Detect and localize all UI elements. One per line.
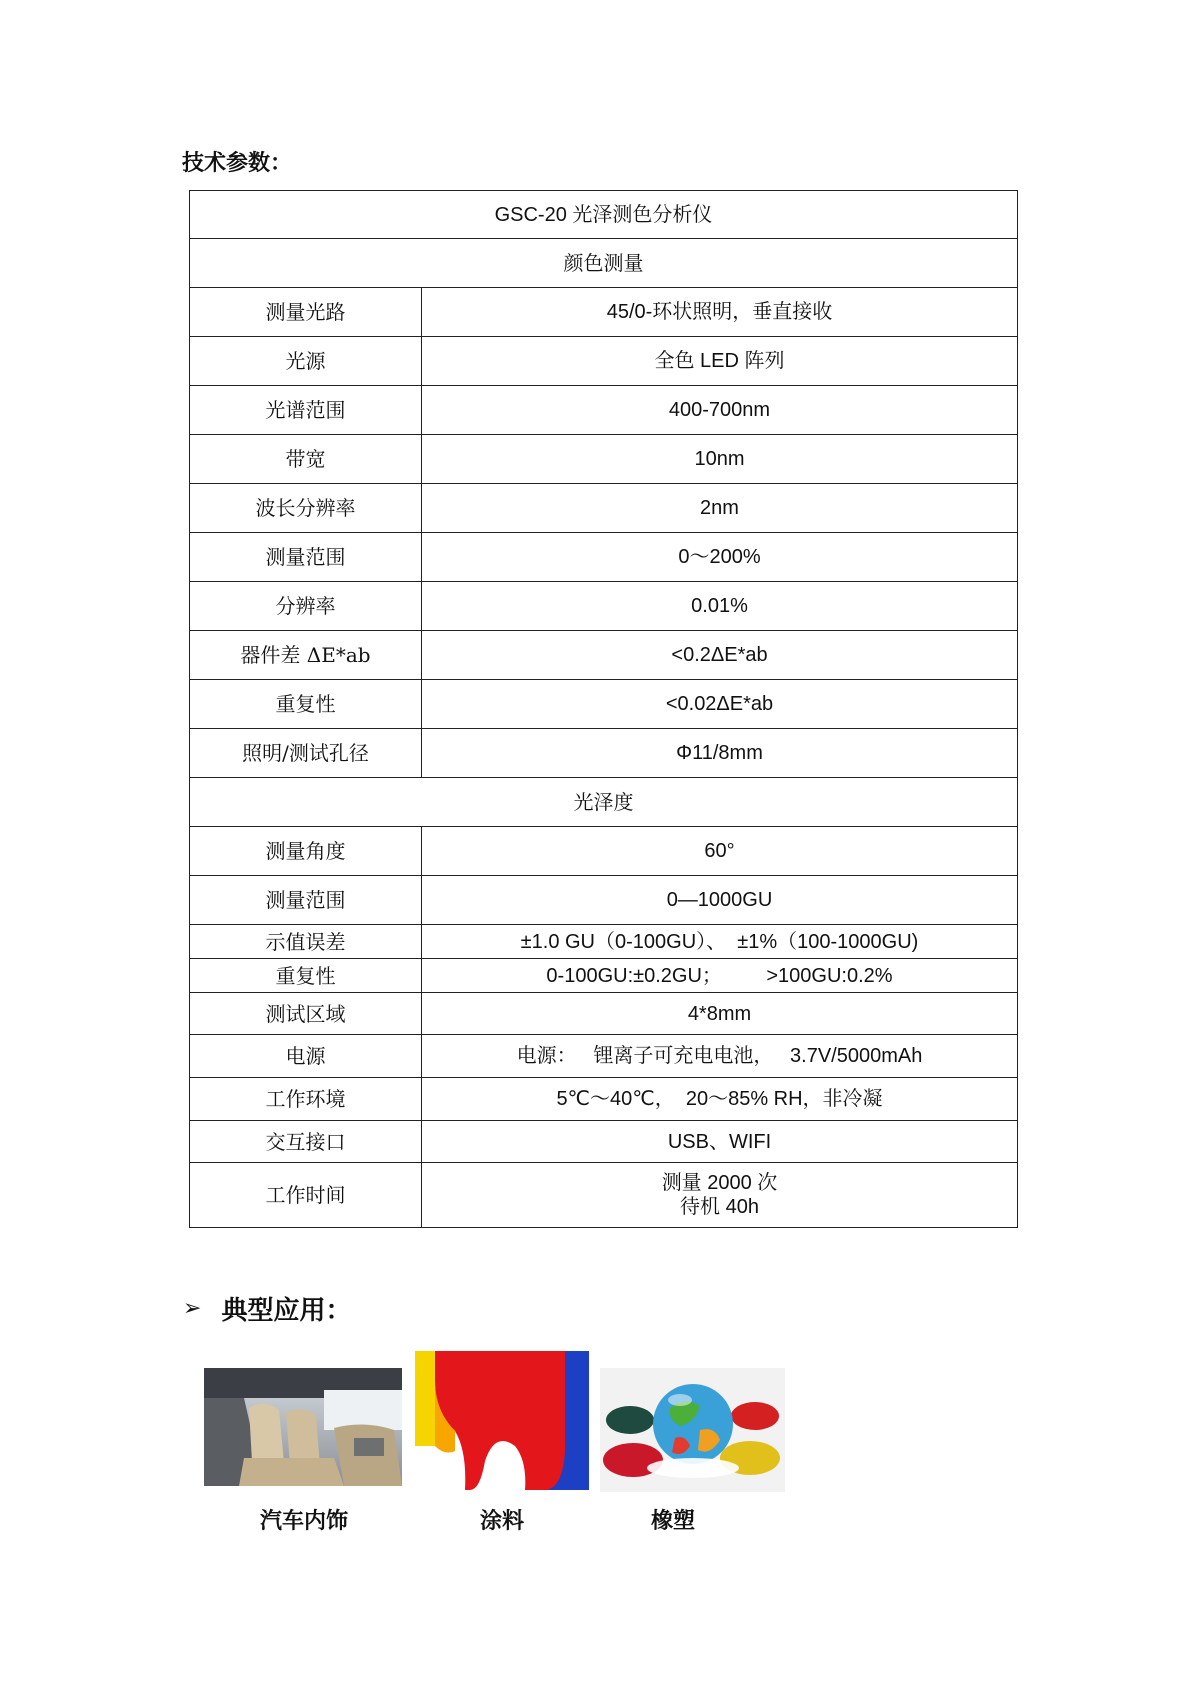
table-title-row xyxy=(190,191,1018,239)
row-label: 交互接口 xyxy=(190,1121,422,1163)
row-value: 0-100GU:±0.2GU； >100GU:0.2% xyxy=(422,959,1018,993)
table-row xyxy=(190,386,1018,435)
section-row xyxy=(190,778,1018,827)
row-label: 光谱范围 xyxy=(190,386,422,435)
row-label: 重复性 xyxy=(190,680,422,729)
row-label: 波长分辨率 xyxy=(190,484,422,533)
row-value: 电源： 锂离子可充电电池， 3.7V/5000mAh xyxy=(422,1035,1018,1078)
caption-plastics: 橡塑 xyxy=(650,1508,695,1534)
row-value: 5℃～40℃， 20～85% RH，非冷凝 xyxy=(422,1078,1018,1121)
table-row xyxy=(190,533,1018,582)
table-row xyxy=(190,876,1018,925)
row-value: <0.02ΔE*ab xyxy=(422,680,1018,729)
table-row xyxy=(190,827,1018,876)
table-row xyxy=(190,729,1018,778)
row-value: ±1.0 GU（0-100GU）、 ±1%（100-1000GU) xyxy=(422,925,1018,959)
section-color-header: 颜色测量 xyxy=(190,239,1018,288)
arrow-bullet-icon: ➢ xyxy=(183,1296,202,1321)
table-row xyxy=(190,1078,1018,1121)
row-value: 4*8mm xyxy=(422,993,1018,1035)
paint-icon xyxy=(415,1351,589,1490)
car-interior-icon xyxy=(204,1368,402,1486)
row-value: 0—1000GU xyxy=(422,876,1018,925)
table-row xyxy=(190,484,1018,533)
specs-heading: 技术参数： xyxy=(182,150,293,176)
row-value: USB、WIFI xyxy=(422,1121,1018,1163)
row-label: 重复性 xyxy=(190,959,422,993)
caption-paint: 涂料 xyxy=(479,1508,524,1534)
row-value: <0.2ΔE*ab xyxy=(422,631,1018,680)
row-value: 2nm xyxy=(422,484,1018,533)
row-label: 测量范围 xyxy=(190,876,422,925)
table-row xyxy=(190,993,1018,1035)
table-row xyxy=(190,582,1018,631)
row-label: 示值误差 xyxy=(190,925,422,959)
row-value: 0.01% xyxy=(422,582,1018,631)
caption-car-interior: 汽车内饰 xyxy=(259,1508,348,1534)
row-label: 测量光路 xyxy=(190,288,422,337)
table-row xyxy=(190,435,1018,484)
plastic-pellets-icon xyxy=(600,1368,785,1492)
table-row xyxy=(190,1163,1018,1228)
row-label: 测量范围 xyxy=(190,533,422,582)
section-gloss-header: 光泽度 xyxy=(190,778,1018,827)
table-row xyxy=(190,631,1018,680)
applications-heading xyxy=(183,1290,351,1327)
row-label: 光源 xyxy=(190,337,422,386)
row-label: 器件差 ΔE*ab xyxy=(190,631,422,680)
row-value: 10nm xyxy=(422,435,1018,484)
row-value xyxy=(422,1163,1018,1228)
work-time-line2: 待机 40h xyxy=(680,1196,759,1218)
spec-table xyxy=(189,190,1018,1228)
row-label: 电源 xyxy=(190,1035,422,1078)
row-label: 工作时间 xyxy=(190,1163,422,1228)
row-label: 分辨率 xyxy=(190,582,422,631)
plastic-pellets-image xyxy=(600,1368,785,1492)
row-value: 45/0-环状照明，垂直接收 xyxy=(422,288,1018,337)
row-label: 带宽 xyxy=(190,435,422,484)
table-row xyxy=(190,1121,1018,1163)
table-row xyxy=(190,1035,1018,1078)
row-value: Φ11/8mm xyxy=(422,729,1018,778)
row-label: 测量角度 xyxy=(190,827,422,876)
row-value: 0～200% xyxy=(422,533,1018,582)
table-row xyxy=(190,959,1018,993)
table-row xyxy=(190,925,1018,959)
paint-image xyxy=(415,1351,589,1490)
row-label: 工作环境 xyxy=(190,1078,422,1121)
section-row xyxy=(190,239,1018,288)
work-time-line1: 测量 2000 次 xyxy=(661,1172,778,1194)
table-row xyxy=(190,337,1018,386)
row-label: 照明/测试孔径 xyxy=(190,729,422,778)
table-row xyxy=(190,288,1018,337)
row-value: 60° xyxy=(422,827,1018,876)
car-interior-image xyxy=(204,1368,402,1486)
table-row xyxy=(190,680,1018,729)
table-title: GSC-20 光泽测色分析仪 xyxy=(190,191,1018,239)
row-value: 400-700nm xyxy=(422,386,1018,435)
applications-title: 典型应用： xyxy=(221,1296,352,1326)
row-label: 测试区域 xyxy=(190,993,422,1035)
row-value: 全色 LED 阵列 xyxy=(422,337,1018,386)
